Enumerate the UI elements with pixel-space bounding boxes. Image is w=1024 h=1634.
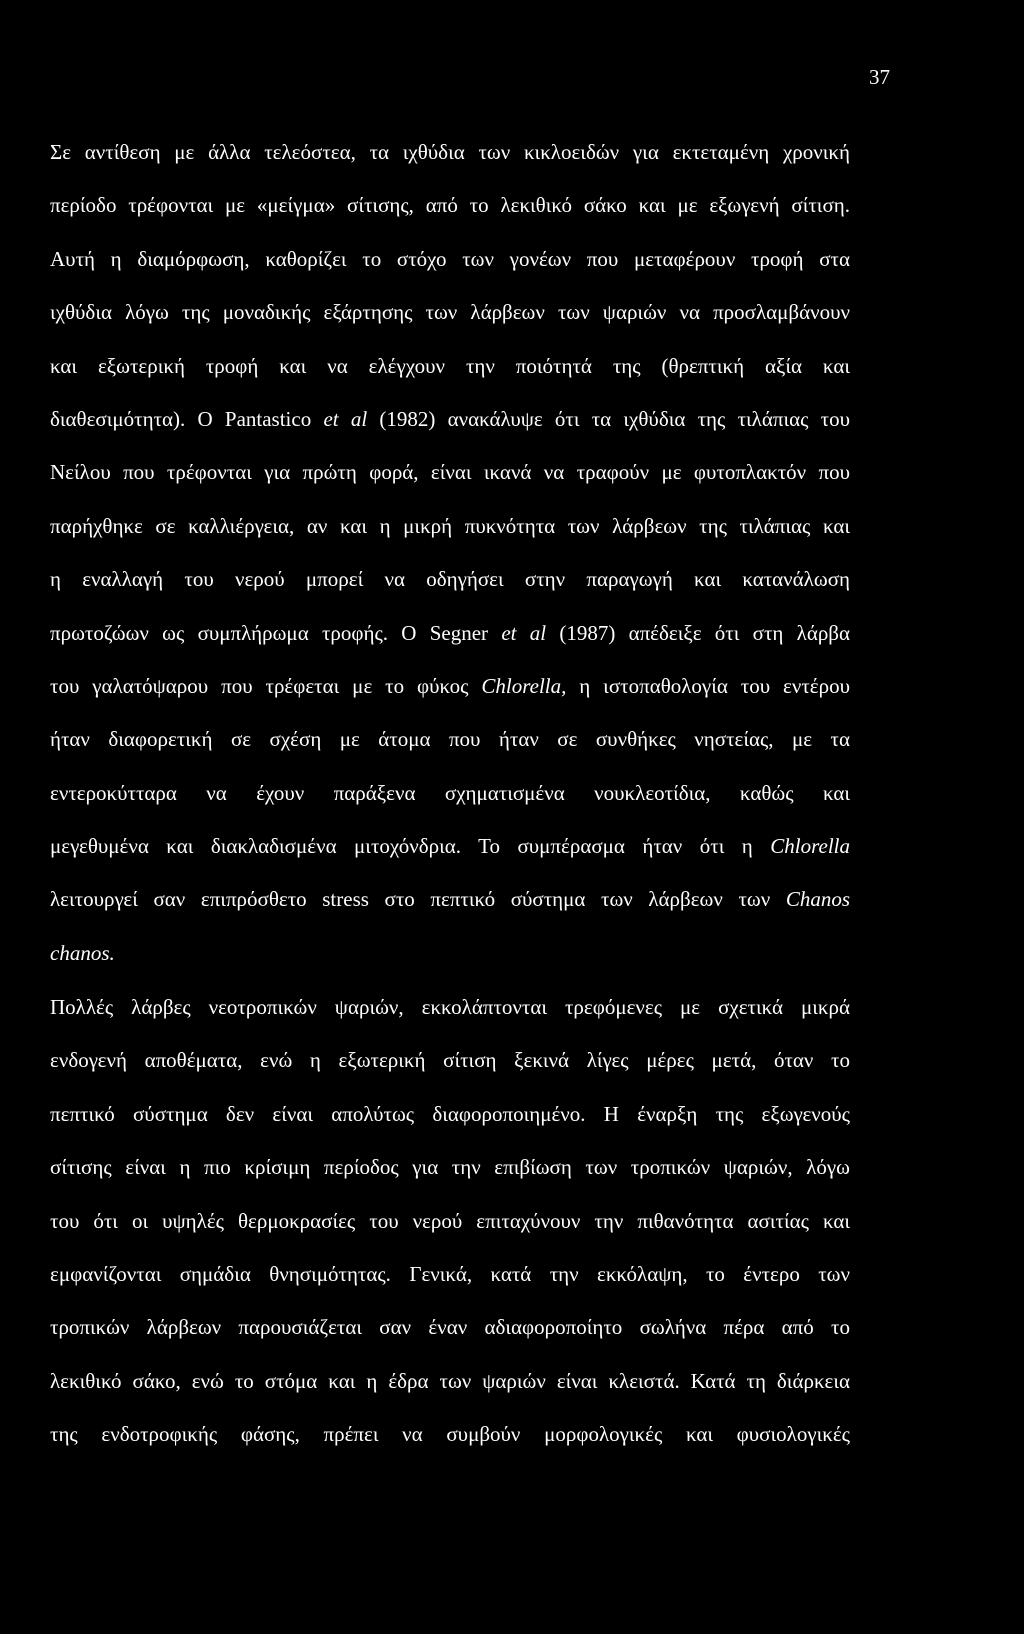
text-line xyxy=(50,660,850,713)
text-segment: Αυτή η διαμόρφωση, καθορίζει το στόχο των γονέων που μεταφέρουν τροφή στα xyxy=(50,246,850,271)
text-segment: πρωτοζώων ως συμπλήρωμα τροφής. Ο Segner xyxy=(50,620,502,645)
text-segment: του ότι οι υψηλές θερμοκρασίες του νερού επιταχύνουν την πιθανότητα ασιτίας και xyxy=(50,1208,850,1233)
text-segment: (1987) απέδειξε ότι στη λάρβα xyxy=(546,620,850,645)
text-segment: πεπτικό σύστημα δεν είναι απολύτως διαφοροποιημένο. Η έναρξη της εξωγενούς xyxy=(50,1101,850,1126)
text-line xyxy=(50,393,850,446)
text-segment: εντεροκύτταρα να έχουν παράξενα σχηματισμένα νουκλεοτίδια, καθώς και xyxy=(50,780,850,805)
text-line xyxy=(50,1408,850,1461)
text-segment: ενδογενή αποθέματα, ενώ η εξωτερική σίτιση ξεκινά λίγες μέρες μετά, όταν το xyxy=(50,1048,850,1073)
text-line xyxy=(50,286,850,339)
text-line xyxy=(50,340,850,393)
text-line xyxy=(50,1195,850,1248)
text-segment: ήταν διαφορετική σε σχέση με άτομα που ήταν σε συνθήκες νηστείας, με τα xyxy=(50,727,850,752)
text-line xyxy=(50,1301,850,1354)
text-segment: της ενδοτροφικής φάσης, πρέπει να συμβούν μορφολογικές και φυσιολογικές xyxy=(50,1422,850,1447)
text-segment: η ιστοπαθολογία του εντέρου xyxy=(566,673,850,698)
italic-term: Chlorella xyxy=(770,834,850,859)
text-line xyxy=(50,500,850,553)
text-segment: (1982) ανακάλυψε ότι τα ιχθύδια της τιλάπιας του xyxy=(367,406,850,431)
text-line xyxy=(50,981,850,1034)
text-segment: ιχθύδια λόγω της μοναδικής εξάρτησης των λάρβεων των ψαριών να προσλαμβάνουν xyxy=(50,300,850,325)
text-line xyxy=(50,873,850,926)
text-line xyxy=(50,607,850,660)
italic-term: chanos. xyxy=(50,940,115,965)
text-segment: Νείλου που τρέφονται για πρώτη φορά, είναι ικανά να τραφούν με φυτοπλακτόν που xyxy=(50,460,850,485)
text-segment: περίοδο τρέφονται με «μείγμα» σίτισης, από το λεκιθικό σάκο και με εξωγενή σίτιση. xyxy=(50,193,850,218)
text-segment: τροπικών λάρβεων παρουσιάζεται σαν έναν αδιαφοροποίητο σωλήνα πέρα από το xyxy=(50,1315,850,1340)
page-number: 37 xyxy=(869,65,890,89)
text-line xyxy=(50,446,850,499)
text-line xyxy=(50,553,850,606)
text-line xyxy=(50,767,850,820)
text-segment: διαθεσιμότητα). Ο Pantastico xyxy=(50,406,324,431)
text-line xyxy=(50,233,850,286)
text-line xyxy=(50,126,850,179)
text-segment: Σε αντίθεση με άλλα τελεόστεα, τα ιχθύδια των κικλοειδών για εκτεταμένη χρονική xyxy=(50,140,850,164)
text-segment: παρήχθηκε σε καλλιέργεια, αν και η μικρή πυκνότητα των λάρβεων της τιλάπιας και xyxy=(50,513,850,538)
text-line xyxy=(50,713,850,766)
text-line xyxy=(50,1088,850,1141)
text-line xyxy=(50,1355,850,1408)
text-line xyxy=(50,1248,850,1301)
text-line xyxy=(50,820,850,873)
italic-term: et al xyxy=(323,406,368,431)
italic-term: et al xyxy=(501,620,547,645)
paragraph-2 xyxy=(50,981,850,1462)
italic-term: Chlorella, xyxy=(481,673,567,698)
text-segment: και εξωτερική τροφή και να ελέγχουν την ποιότητά της (θρεπτική αξία και xyxy=(50,353,850,378)
text-line xyxy=(50,179,850,232)
text-line xyxy=(50,1034,850,1087)
text-line xyxy=(50,1141,850,1194)
text-segment: εμφανίζονται σημάδια θνησιμότητας. Γενικά, κατά την εκκόλαψη, το έντερο των xyxy=(50,1261,850,1286)
text-segment: του γαλατόψαρου που τρέφεται με το φύκος xyxy=(50,673,482,698)
text-line xyxy=(50,927,850,980)
paragraph-1 xyxy=(50,126,850,980)
text-segment: λειτουργεί σαν επιπρόσθετο stress στο πεπτικό σύστημα των λάρβεων των xyxy=(50,887,786,912)
text-segment: Πολλές λάρβες νεοτροπικών ψαριών, εκκολάπτονται τρεφόμενες με σχετικά μικρά xyxy=(50,995,850,1019)
text-segment: η εναλλαγή του νερού μπορεί να οδηγήσει στην παραγωγή και κατανάλωση xyxy=(50,567,850,592)
italic-term: Chanos xyxy=(785,887,850,912)
text-segment: μεγεθυμένα και διακλαδισμένα μιτοχόνδρια. Το συμπέρασμα ήταν ότι η xyxy=(50,834,771,859)
text-segment: λεκιθικό σάκο, ενώ το στόμα και η έδρα των ψαριών είναι κλειστά. Κατά τη διάρκεια xyxy=(50,1368,850,1393)
text-segment: σίτισης είναι η πιο κρίσιμη περίοδος για την επιβίωση των τροπικών ψαριών, λόγω xyxy=(50,1155,850,1180)
